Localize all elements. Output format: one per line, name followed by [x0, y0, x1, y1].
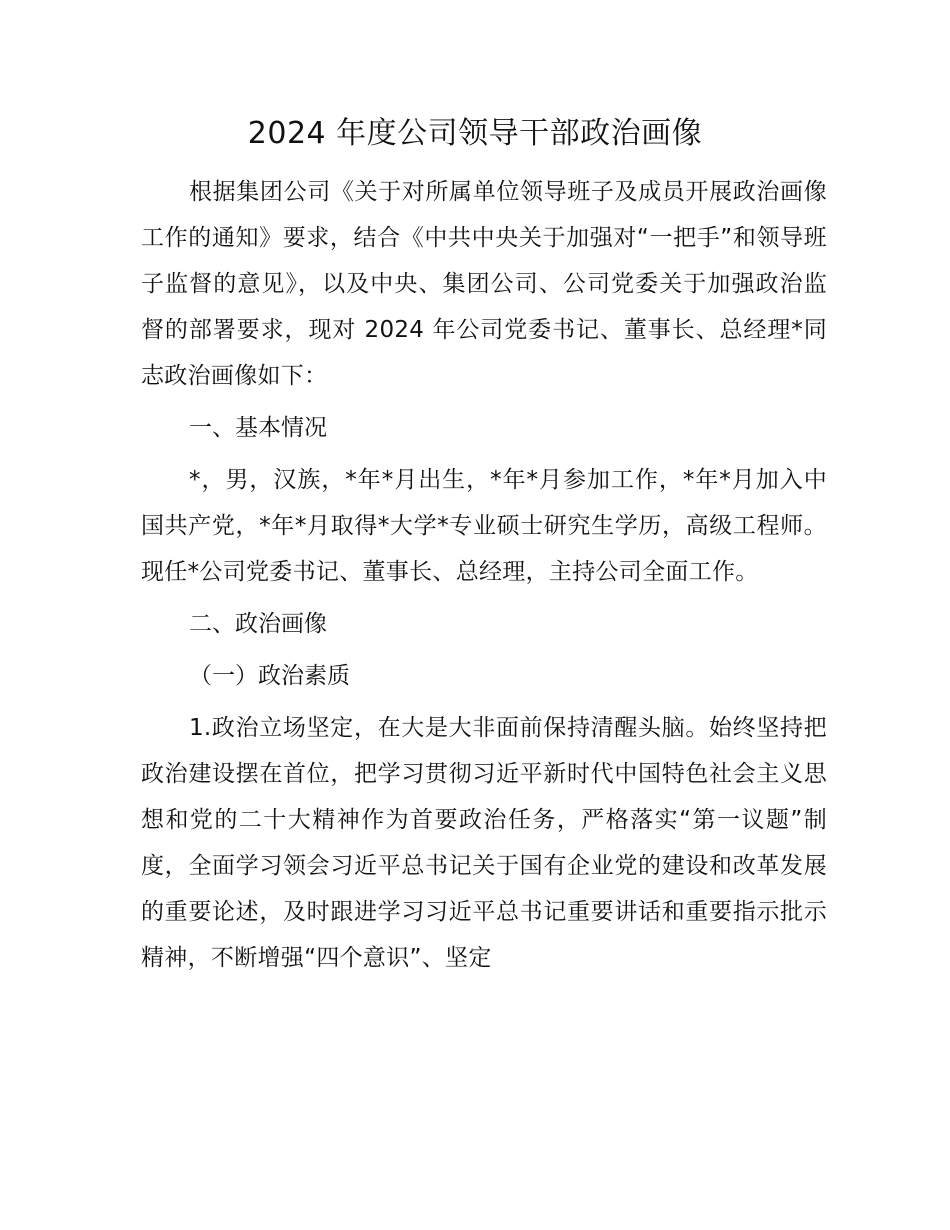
document-body — [141, 169, 827, 981]
document-title: 2024 年度公司领导干部政治画像 — [247, 116, 703, 151]
point-1-paragraph: 1.政治立场坚定，在大是大非面前保持清醒头脑。始终坚持把政治建设摆在首位，把学习贯彻习近平新时代中国特色社会主义思想和党的二十大精神作为首要政治任务，严格落实“第一议题”制度，全面学习领会习近平总书记关于国有企业党的建设和改革发展的重要论述，及时跟进学习习近平总书记重要讲话和重要指示批示精神，不断增强“四个意识”、坚定 — [141, 715, 827, 971]
section-heading-political-portrait: 二、政治画像 — [189, 611, 327, 637]
basic-info-paragraph: *，男，汉族，*年*月出生，*年*月参加工作，*年*月加入中国共产党，*年*月取得*大学*专业硕士研究生学历，高级工程师。现任*公司党委书记、董事长、总经理，主持公司全面工作。 — [141, 467, 827, 585]
section-heading-basic-info: 一、基本情况 — [189, 415, 327, 441]
intro-paragraph: 根据集团公司《关于对所属单位领导班子及成员开展政治画像工作的通知》要求，结合《中共中央关于加强对“一把手”和领导班子监督的意见》，以及中央、集团公司、公司党委关于加强政治监督的部署要求，现对 2024 年公司党委书记、董事长、总经理*同志政治画像如下： — [141, 179, 827, 389]
subsection-heading-political-quality: （一）政治素质 — [189, 663, 350, 689]
